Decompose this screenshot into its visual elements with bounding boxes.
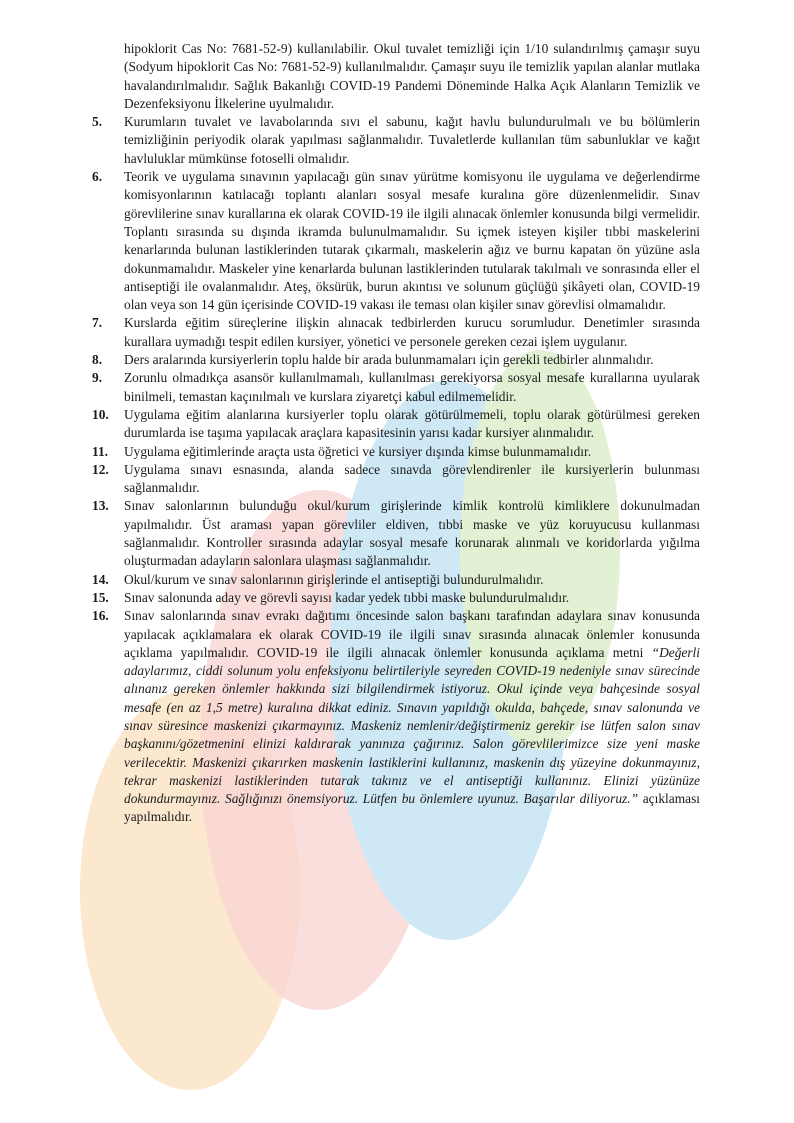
item-text: Sınav salonlarının bulunduğu okul/kurum girişlerinde kimlik kontrolü kimliklere dokunulmadan yapılmalıdır. Üst araması yapan görevliler eldiven, tıbbi maske ve yüz koruyucusu kullanması sağlanmalıdır. Kontroller sırasında adaylar sosyal mesafe korunarak alınmalı ve koridorlarda yığılma oluşturmadan adayların salonlara ulaşması sağlanmalıdır. <box>124 498 700 569</box>
item-text: Uygulama sınavı esnasında, alanda sadece sınavda görevlendirenler ile kursiyerlerin bulunması sağlanmalıdır. <box>124 461 700 496</box>
item-number: 13. <box>92 498 109 514</box>
announcement-quote: “Değerli adaylarımız, ciddi solunum yolu enfeksiyonu belirtileriyle seyreden COVID-19 nedeniyle sınav sürecinde alınanız gereken önlemler hakkında sizi bilgilendirmek istiyoruz. Okul içinde veya bahçesinde sosyal mesafe (en az 1,5 metre) kuralına dikkat ediniz. Sınavın yapıldığı okulda, bahçede, sınav salonunda ve sınav süresince maskenizi çıkarmayınız. Maskeniz nemlenir/değiştirmeniz gerekir ise lütfen salon sınav başkanını/gözetmenini elinizi kaldırarak yanınıza çağırınız. Salon görevlilerimizce size yeni maske verilecektir. Maskenizi çıkarırken maskenin lastiklerini kullanınız, maskenin dış yüzeyine dokunmayınız, tekrar maskenizi lastiklerinden tutarak takınız ve el antiseptiği kullanınız. Elinizi yüzünüze dokundurmayınız. Sağlığınızı önemsiyoruz. Lütfen bu önlemlere uyunuz. Başarılar diliyoruz.” <box>124 644 700 807</box>
item-number: 9. <box>92 370 103 386</box>
item16-tail: açıklaması yapılmalıdır. <box>124 791 700 825</box>
item16-lead: Sınav salonlarında sınav evrakı dağıtımı öncesinde salon başkanı tarafından adaylara sınav konusunda yapılacak açıklamalara ek olarak COVID-19 ile ilgili sınav sırasında alınacak önlemler konusunda açıklama yapılmalıdır. COVID-19 ile ilgili alınacak önlemler konusunda açıklama metni <box>124 608 700 660</box>
item-text: Kurumların tuvalet ve lavabolarında sıvı el sabunu, kağıt havlu bulundurulmalı ve bu bölümlerin temizliğinin periyodik olarak yapılması sağlanmalıdır. Tuvaletlerde kullanılan tüm sabunluklar ve kağıt havluluklar mümkünse fotoselli olmalıdır. <box>124 114 700 166</box>
item-number: 16. <box>92 608 109 624</box>
item-text: Teorik ve uygulama sınavının yapılacağı gün sınav yürütme komisyonu ile uygulama ve değerlendirme komisyonlarının katılacağı toplantı alanları sosyal mesafe kuralına göre düzenlenmelidir. Sınav görevlilerine sınav kurallarına ek olarak COVID-19 ile ilgili alınacak önlemler konusunda bilgi vermelidir. Toplantı sırasında su dışında ikramda bulunulmamalıdır. Su içmek isteyen kişiler tıbbi maskelerini kenarlarında bulunan lastiklerinden tutarak çıkarmalı, maskelerin ağız ve burnu kapatan ön yüzüne asla dokunmamalıdır. Maskeler yine kenarlarda bulunan lastiklerinden tutularak takılmalı ve sonrasında eller el antiseptiği ile ovalanmalıdır. Ateş, öksürük, burun akıntısı ve solunum güçlüğü şikâyeti olan, COVID-19 olan veya son 14 gün içerisinde COVID-19 vakası ile teması olan kişiler sınav görevlisi olmamalıdır. <box>124 169 700 313</box>
item-number: 5. <box>92 114 103 130</box>
list-item <box>92 351 700 369</box>
list-item <box>92 314 700 351</box>
item-number: 11. <box>92 443 108 459</box>
item-number: 7. <box>92 315 103 331</box>
list-item <box>92 406 700 443</box>
list-item <box>92 113 700 168</box>
item-text: Sınav salonunda aday ve görevli sayısı kadar yedek tıbbi maske bulundurulmalıdır. <box>124 589 570 605</box>
numbered-list <box>92 113 700 607</box>
item-number: 12. <box>92 461 109 477</box>
item-text: Okul/kurum ve sınav salonlarının girişlerinde el antiseptiği bulundurulmalıdır. <box>124 571 544 587</box>
item-text: Ders aralarında kursiyerlerin toplu halde bir arada bulunmamaları için gerekli tedbirler alınmalıdır. <box>124 352 654 368</box>
item-text: Kurslarda eğitim süreçlerine ilişkin alınacak tedbirlerden kurucu sorumludur. Denetimler sırasında kurallara uymadığı tespit edilen kursiyer, yönetici ve personele gereken cezai işlem uygulanır. <box>124 315 700 349</box>
list-item <box>92 497 700 570</box>
item-text: Uygulama eğitimlerinde araçta usta öğretici ve kursiyer dışında kimse bulunmamalıdır. <box>124 443 592 459</box>
item-number: 6. <box>92 169 103 185</box>
item-number: 8. <box>92 352 103 368</box>
list-item <box>92 461 700 498</box>
item-number: 15. <box>92 589 109 605</box>
list-item <box>92 168 700 314</box>
item-text: Zorunlu olmadıkça asansör kullanılmamalı, kullanılması gerekiyorsa sosyal mesafe kurallarına uyularak binilmeli, temastan kaçınılmalı ve kurslara ziyaretçi kabul edilmemelidir. <box>124 370 700 404</box>
continuation-paragraph: hipoklorit Cas No: 7681-52-9) kullanılabilir. Okul tuvalet temizliği için 1/10 sulandırılmış çamaşır suyu (Sodyum hipoklorit Cas No: 7681-52-9) kullanılmalıdır. Çamaşır suyu ile temizlik yapılan alanlar mutlaka havalandırılmalıdır. Sağlık Bakanlığı COVID-19 Pandemi Döneminde Halka Açık Alanların Temizlik ve Dezenfeksiyonu İlkelerine uyulmalıdır. <box>124 41 700 111</box>
list-item-16 <box>92 607 700 827</box>
document-page <box>92 40 700 827</box>
item-number: 14. <box>92 571 109 587</box>
list-item <box>92 589 700 607</box>
item-text: Uygulama eğitim alanlarına kursiyerler toplu olarak götürülmemeli, toplu olarak götürülmesi gereken durumlarda ise taşıma yapılacak araçlara kapasitesinin yarısı kadar kursiyer alınmalıdır. <box>124 406 700 441</box>
list-item <box>92 571 700 589</box>
item-text <box>124 607 700 827</box>
list-item <box>92 369 700 406</box>
item-number: 10. <box>92 406 109 422</box>
list-item <box>92 443 700 461</box>
